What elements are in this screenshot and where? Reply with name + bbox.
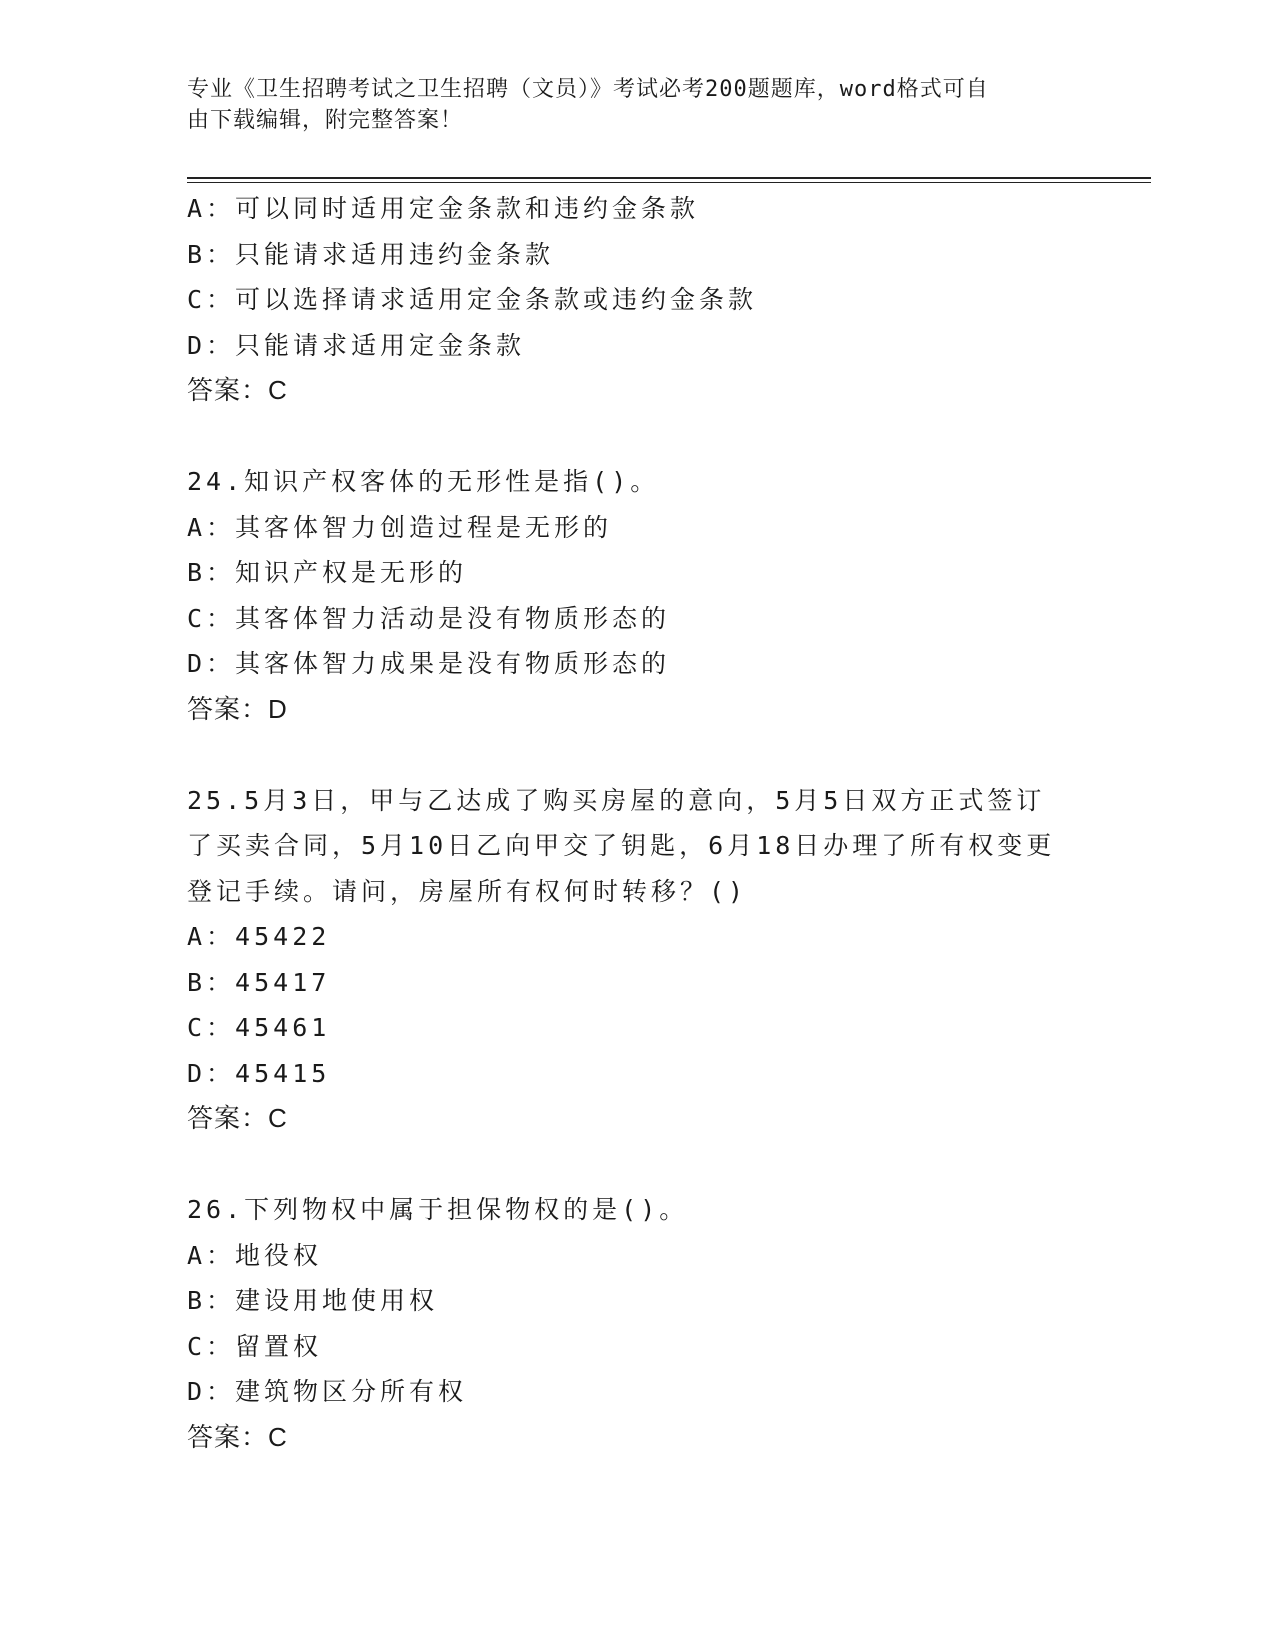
option-d: D：只能请求适用定金条款 <box>187 330 526 360</box>
question-26 <box>187 1187 1087 1460</box>
option-a: A：可以同时适用定金条款和违约金条款 <box>187 194 700 223</box>
question-stem-line-3: 登记手续。请问，房屋所有权何时转移？() <box>187 876 748 906</box>
option-b: B：只能请求适用违约金条款 <box>187 239 555 269</box>
option-a: A：45422 <box>187 922 331 951</box>
option-a: A：其客体智力创造过程是无形的 <box>187 512 613 542</box>
question-24 <box>187 459 1087 732</box>
question-list <box>187 186 1087 1460</box>
header-line-1: 专业《卫生招聘考试之卫生招聘（文员）》考试必考200题题库，word格式可自 <box>187 77 989 102</box>
option-c: C：留置权 <box>187 1331 323 1361</box>
option-c: C：其客体智力活动是没有物质形态的 <box>187 603 671 633</box>
header-line-2: 由下载编辑，附完整答案！ <box>187 108 464 133</box>
spacer <box>187 1142 1087 1188</box>
header-divider-thick <box>187 177 1151 179</box>
option-b: B：建设用地使用权 <box>187 1286 439 1315</box>
option-c: C：45461 <box>187 1013 331 1042</box>
header-divider-thin <box>187 182 1151 183</box>
option-b: B：45417 <box>187 967 331 997</box>
question-23 <box>187 186 1087 414</box>
question-stem-line-1: 25.5月3日，甲与乙达成了购买房屋的意向，5月5日双方正式签订 <box>187 785 1046 815</box>
option-a: A：地役权 <box>187 1240 323 1270</box>
question-stem-line-2: 了买卖合同，5月10日乙向甲交了钥匙，6月18日办理了所有权变更 <box>187 831 1056 860</box>
question-stem: 24.知识产权客体的无形性是指()。 <box>187 467 660 496</box>
spacer <box>187 732 1087 778</box>
answer-line: 答案：C <box>187 375 288 405</box>
answer-line: 答案：C <box>187 1421 288 1452</box>
question-25 <box>187 778 1087 1142</box>
document-header <box>187 74 1067 136</box>
question-stem: 26.下列物权中属于担保物权的是()。 <box>187 1195 689 1224</box>
option-b: B：知识产权是无形的 <box>187 558 468 587</box>
answer-line: 答案：D <box>187 693 288 724</box>
option-d: D：其客体智力成果是没有物质形态的 <box>187 649 671 678</box>
answer-line: 答案：C <box>187 1103 288 1133</box>
option-c: C：可以选择请求适用定金条款或违约金条款 <box>187 285 758 314</box>
option-d: D：45415 <box>187 1058 331 1088</box>
spacer <box>187 414 1087 460</box>
option-d: D：建筑物区分所有权 <box>187 1377 468 1406</box>
